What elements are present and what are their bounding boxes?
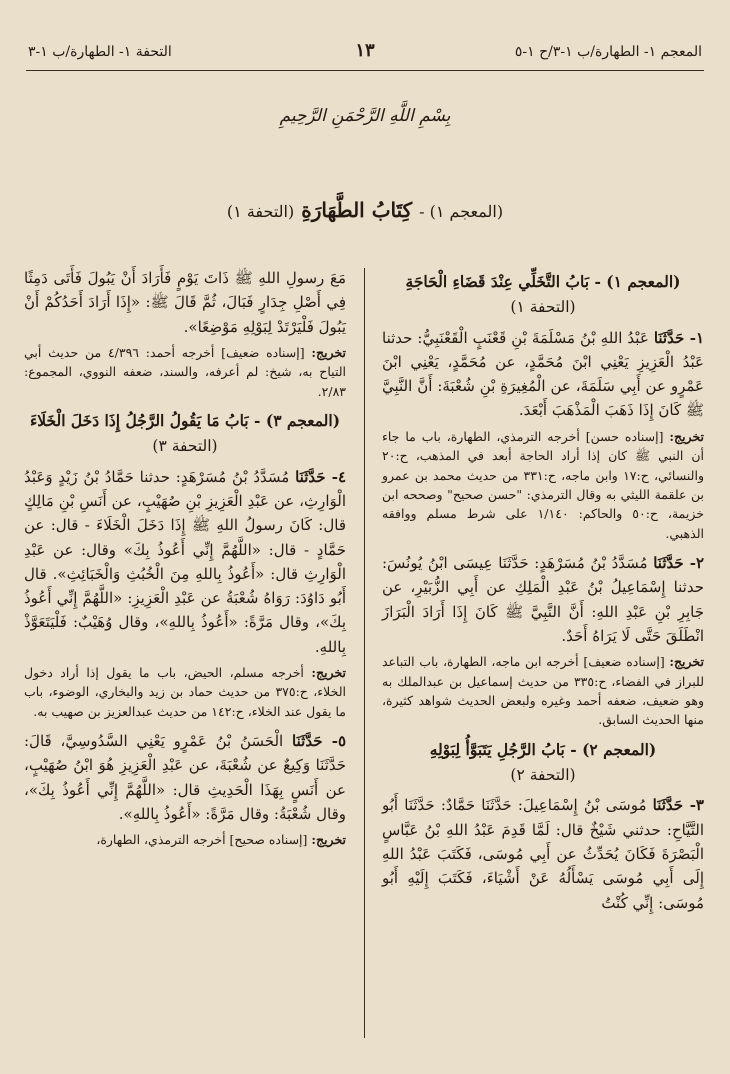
chapter-heading-title: (المعجم ١) - بَابُ التَّخَلِّي عِنْدَ قَضَاءِ الْحَاجَةِ [405,272,681,291]
takhrij-label: تخريج: [311,832,346,848]
takhrij-text: أخرجه مسلم، الحيض، باب ما يقول إذا أراد دخول الخلاء، ح:٣٧٥ من حديث حماد بن زيد والبخاري، الوضوء، باب ما يقول عند الخلاء، ح:١٤٢ من حديث عبدالعزيز بن صهيب به. [24,664,346,719]
chapter-heading-title: (المعجم ٣) - بَابُ مَا يَقُولُ الرَّجُلُ إِذَا دَخَلَ الْخَلَاءَ [29,411,341,431]
chapter-heading-ref: (التحفة ٢) [510,765,576,784]
chapter-heading [382,270,704,320]
hadith-paragraph [382,326,704,423]
hadith-number: ١- حَدَّثَنَا [653,328,704,347]
takhrij-note [382,652,704,730]
book-page [18,18,712,1058]
takhrij-note [24,343,346,401]
hadith-text: مُسَدَّدُ بْنُ مُسَرْهَدٍ: حدثنا حَمَّادُ بْنُ زَيْدٍ وَعَبْدُ الْوَارِثِ، عن عَبْدِ الْعَزِيزِ بْنِ صُهَيْبٍ، عن أَنَسِ بْنِ مَالِكٍ قال: كَانَ رسولُ اللهِ ﷺ إِذَا دَخَلَ الْخَلَاءَ - قال: عن حَمَّادٍ - قال: «اللَّهُمَّ إِنِّي أَعُوذُ بِكَ» وقال: عن عَبْدِ الْوَارِثِ قال: «أَعُوذُ بِاللهِ مِنَ الْخُبُثِ وَالْخَبَائِثِ». قال أَبُو دَاوُدَ: رَوَاهُ شُعْبَةُ عن عَبْدِ الْعَزِيزِ: «اللَّهُمَّ إِنِّي أَعُوذُ بِكَ»، وقال مَرَّةً: «أَعُوذُ بِاللهِ»، وقال وُهَيْبٌ: فَلْيَتَعَوَّذْ بِاللهِ. [24,467,346,656]
book-title [18,198,712,222]
running-head-right: المعجم ١- الطهارة/ب ١-٣/ح ١-٥ [514,44,702,60]
takhrij-label: تخريج: [311,664,346,680]
book-title-ref-right: (المعجم ١) - [419,202,504,221]
column-right [382,266,704,919]
chapter-heading-ref: (التحفة ١) [510,297,576,316]
takhrij-label: تخريج: [311,344,346,360]
book-title-ref-left: (التحفة ١) [226,202,295,221]
page-number: ١٣ [355,40,375,61]
hadith-text: مَعَ رسولِ اللهِ ﷺ ذَاتَ يَوْمٍ فَأَرَادَ أَنْ يَبُولَ فَأَتَى دَمِثًا فِي أَصْلِ جِدَارٍ فَبَالَ، ثُمَّ قَالَ ﷺ: «إِذَا أَرَادَ أَحَدُكُمْ أَنْ يَبُولَ فَلْيَرْتَدْ لِبَوْلِهِ مَوْضِعًا». [24,269,346,336]
hadith-number: ٥- حَدَّثَنَا [292,732,347,751]
takhrij-label: تخريج: [669,654,704,670]
book-title-text: كِتَابُ الطَّهَارَةِ [301,198,413,222]
hadith-text: عَبْدُ اللهِ بْنُ مَسْلَمَةَ بْنِ قَعْنَبٍ الْقَعْنَبِيُّ: حدثنا عَبْدُ الْعَزِيزِ يَعْنِي ابْنَ مُحَمَّدٍ، عن مُحَمَّدٍ، يَعْنِي ابْنَ عَمْرٍو عن أَبِي سَلَمَةَ، عن الْمُغِيرَةِ بْنِ شُعْبَةَ: أَنَّ النَّبِيَّ ﷺ كَانَ إِذَا ذَهَبَ الْمَذْهَبَ أَبْعَدَ. [382,328,704,420]
header-rule [26,70,704,71]
hadith-paragraph [382,551,704,648]
chapter-heading-title: (المعجم ٢) - بَابُ الرَّجُلِ يَتَبَوَّأُ لِبَوْلِهِ [429,739,657,759]
hadith-text: مُوسَى بْنُ إِسْمَاعِيلَ: حَدَّثَنَا حَمَّادٌ: حَدَّثَنَا أَبُو التَّيَّاحِ: حدثني شَيْخٌ قال: لَمَّا قَدِمَ عَبْدُ اللهِ بْنُ عَبَّاسٍ الْبَصْرَةَ فَكَانَ يُحَدِّثُ عن أَبِي مُوسَى، فَكَتَبَ عَبْدُ اللهِ إِلَى أَبِي مُوسَى يَسْأَلُهُ عَنْ أَشْيَاءَ، فَكَتَبَ إِلَيْهِ أَبُو مُوسَى: إِنِّي كُنْتُ [382,796,704,912]
hadith-paragraph [24,266,346,339]
hadith-text: الْحَسَنُ بْنُ عَمْرٍو يَعْنِي السَّدُوسِيَّ، قَالَ: حَدَّثَنَا وَكِيعٌ عن شُعْبَةَ، عن عَبْدِ الْعَزِيزِ هُوَ ابْنُ صُهَيْبٍ، عن أَنَسٍ بِهَذَا الْحَدِيثِ قال: «اللَّهُمَّ إِنِّي أَعُوذُ بِكَ»، وقال شُعْبَةُ: وقال مَرَّةً: «أَعُوذُ بِاللهِ». [24,732,346,823]
takhrij-label: تخريج: [669,428,704,444]
takhrij-note [382,427,704,543]
column-left [24,266,346,858]
column-divider [364,268,365,1038]
hadith-paragraph [382,793,704,914]
takhrij-note [24,663,346,721]
hadith-paragraph [24,465,346,659]
hadith-number: ٣- حَدَّثَنَا [652,796,704,815]
hadith-number: ٢- حَدَّثَنَا [653,554,704,573]
takhrij-text: [إسناده ضعيف] أخرجه ابن ماجه، الطهارة، باب التباعد للبراز في الفضاء، ح:٣٣٥ من حديث إسماعيل بن عبدالملك به وهو ضعيف، ضعفه أحمد وغيره ولبعض الحديث شواهد كثيرة، منها الحديث السابق. [382,654,705,728]
chapter-heading [24,409,346,459]
running-head [28,40,702,66]
running-head-left: التحفة ١- الطهارة/ب ١-٣ [28,44,172,60]
hadith-number: ٤- حَدَّثَنَا [295,467,346,486]
takhrij-text: [إسناده ضعيف] أخرجه أحمد: ٤/٣٩٦ من حديث أبي التياح به، شيخ: لم أعرفه، والسند، ضعفه النووي، المجموع: ٢/٨٣. [24,344,346,399]
takhrij-text: [إسناده حسن] أخرجه الترمذي، الطهارة، باب ما جاء أن النبي ﷺ كان إذا أراد الحاجة أبعد في المذهب، ح:٢٠ والنسائي، ح:١٧ وابن ماجه، ح:٣٣١ من حديث محمد بن عمرو بن علقمة الليثي به وقال الترمذي: "حسن صحيح" وصححه ابن خزيمة، ح:٥٠ والحاكم: ١/١٤٠ على شرط مسلم ووافقه الذهبي. [382,428,704,541]
basmala: بِسْمِ اللَّهِ الرَّحْمَنِ الرَّحِيمِ [279,106,451,126]
chapter-heading [382,738,704,788]
hadith-paragraph [24,729,346,826]
takhrij-note [24,830,346,849]
chapter-heading-ref: (التحفة ٣) [152,436,218,455]
hadith-text: مُسَدَّدُ بْنُ مُسَرْهَدٍ: حَدَّثَنَا عِيسَى ابْنُ يُونُسَ: حدثنا إِسْمَاعِيلُ بْنُ عَبْدِ الْمَلِكِ عن أَبِي الزُّبَيْرِ، عن جَابِرِ بْنِ عَبْدِ اللهِ: أَنَّ النَّبِيَّ ﷺ كَانَ إِذَا أَرَادَ الْبَرَازَ انْطَلَقَ حَتَّى لَا يَرَاهُ أَحَدٌ. [382,554,704,645]
takhrij-text: [إسناده صحيح] أخرجه الترمذي، الطهارة، [96,832,308,848]
